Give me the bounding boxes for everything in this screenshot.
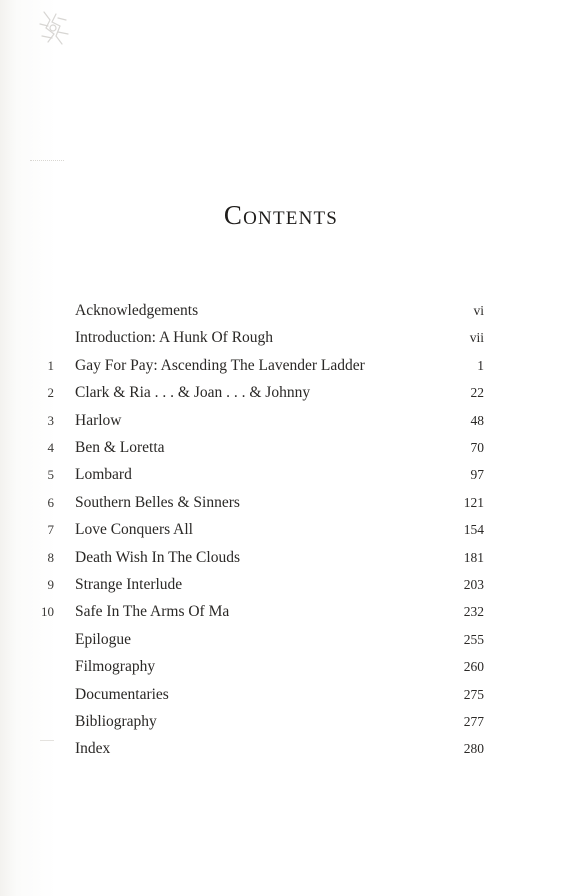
chapter-title: Safe In The Arms Of Ma [75, 603, 230, 621]
chapter-title: Clark & Ria . . . & Joan . . . & Johnny [75, 384, 311, 402]
chapter-title: Introduction: A Hunk Of Rough [75, 329, 274, 347]
chapter-title: Bibliography [75, 713, 157, 730]
chapter-number: 8 [47, 549, 54, 565]
chapter-number: 6 [47, 494, 54, 510]
page-number: 70 [470, 440, 484, 455]
toc-entry[interactable] [0, 630, 562, 656]
page-number: 232 [463, 604, 484, 620]
page-number: 277 [463, 714, 484, 729]
chapter-number: 2 [47, 385, 54, 401]
chapter-number: 7 [47, 522, 54, 538]
toc-entry[interactable] [0, 548, 562, 574]
page-number: 48 [470, 412, 484, 428]
chapter-title: Filmography [75, 658, 156, 676]
chapter-number: 9 [47, 577, 54, 592]
toc-entry[interactable] [0, 301, 562, 327]
page-number: 275 [463, 686, 484, 702]
page-number: 121 [463, 494, 484, 510]
chapter-title: Epilogue [75, 630, 131, 648]
toc-entry[interactable] [0, 575, 562, 601]
page-number: 280 [463, 741, 484, 757]
page-number: 181 [463, 549, 484, 565]
chapter-title: Strange Interlude [75, 576, 183, 593]
chapter-number: 3 [47, 412, 54, 428]
page-number: 255 [463, 631, 484, 647]
chapter-title: Harlow [75, 411, 122, 429]
chapter-title: Lombard [75, 466, 132, 484]
toc-entry[interactable] [0, 383, 562, 409]
chapter-title: Documentaries [75, 685, 169, 703]
page-number: 1 [477, 357, 484, 373]
toc-entry[interactable] [0, 657, 562, 683]
toc-entry[interactable] [0, 493, 562, 519]
toc-entry[interactable] [0, 685, 562, 711]
chapter-title: Index [75, 740, 111, 758]
chapter-title: Gay For Pay: Ascending The Lavender Ladder [75, 356, 365, 374]
toc-entry[interactable] [0, 712, 562, 738]
toc-entry[interactable] [0, 328, 562, 354]
page-number: 97 [470, 467, 484, 483]
chapter-title: Acknowledgements [75, 302, 199, 319]
toc-entry[interactable] [0, 520, 562, 546]
page-number: 22 [470, 385, 484, 401]
page-number: vii [469, 330, 484, 346]
page-number: 203 [463, 577, 484, 592]
chapter-title: Love Conquers All [75, 521, 193, 539]
chapter-number: 4 [47, 440, 54, 455]
chapter-number: 1 [47, 357, 54, 373]
toc-entry[interactable] [0, 465, 562, 491]
page-number: vi [473, 303, 484, 318]
toc-entry[interactable] [0, 602, 562, 628]
toc-entry[interactable] [0, 739, 562, 765]
chapter-title: Southern Belles & Sinners [75, 493, 240, 511]
chapter-number: 10 [41, 604, 54, 620]
chapter-title: Death Wish In The Clouds [75, 548, 240, 566]
toc-entry[interactable] [0, 438, 562, 464]
page-title: Contents [223, 200, 339, 230]
chapter-number: 5 [47, 467, 54, 483]
chapter-title: Ben & Loretta [75, 439, 165, 456]
page-number: 154 [463, 522, 484, 538]
page-number: 260 [463, 659, 484, 675]
toc-entry[interactable] [0, 411, 562, 437]
toc-entry[interactable] [0, 356, 562, 382]
